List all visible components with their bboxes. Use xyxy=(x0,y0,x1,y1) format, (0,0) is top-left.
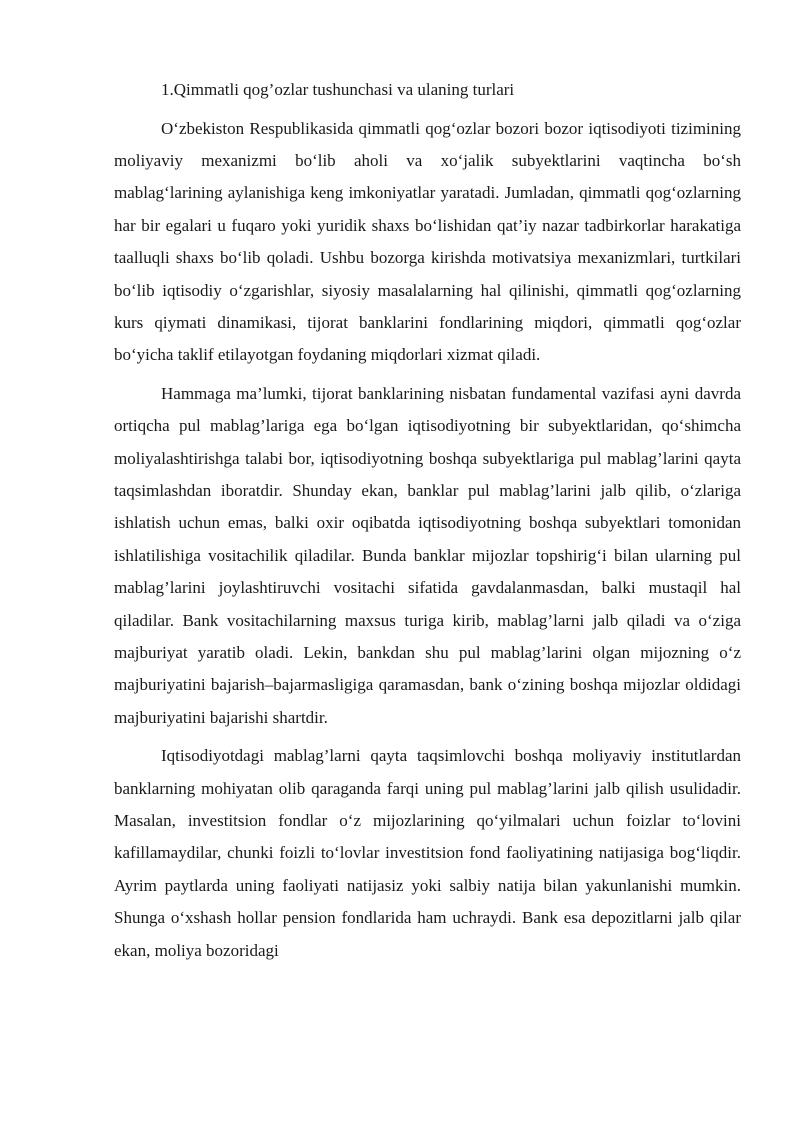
paragraph-3: Iqtisodiyotdagi mablag’larni qayta taqsimlovchi boshqa moliyaviy institutlardan banklarning mohiyatan olib qaraganda farqi uning pul mablag’larini jalb qilish usulidadir. Masalan, investitsion fondlar o‘z mijozlarining qo‘yilmalari uchun foizlar to‘lovini kafillamaydilar, chunki foizli to‘lovlar investitsion fond faoliyatining natijasiga bog‘liqdir. Ayrim paytlarda uning faoliyati natijasiz yoki salbiy natija bilan yakunlanishi mumkin. Shunga o‘xshash hollar pension fondlarida ham uchraydi. Bank esa depozitlarni jalb qilar ekan, moliya bozoridagi xyxy=(114,746,741,960)
paragraph-2: Hammaga ma’lumki, tijorat banklarining nisbatan fundamental vazifasi ayni davrda ortiqcha pul mablag’lariga ega bo‘lgan iqtisodiyotning bir subyektlaridan, qo‘shimcha moliyalashtirishga talabi bor, iqtisodiyotning boshqa subyektlariga pul mablag’larini qayta taqsimlashdan iboratdir. Shunday ekan, banklar pul mablag’larini jalb qilib, o‘zlariga ishlatish uchun emas, balki oxir oqibatda iqtisodiyotning boshqa subyektlari tomonidan ishlatilishiga vositachilik qiladilar. Bunda banklar mijozlar topshirig‘i bilan ularning pul mablag’larini joylashtiruvchi vositachi sifatida gavdalanmasdan, balki mustaqil hal qiladilar. Bank vositachilarning maxsus turiga kirib, mablag’larni jalb qiladi va o‘ziga majburiyat yaratib oladi. Lekin, bankdan shu pul mablag’larini olgan mijozning o‘z majburiyatini bajarish–bajarmasligiga qaramasdan, bank o‘zining boshqa mijozlar oldidagi majburiyatini bajarishi shartdir. xyxy=(114,383,741,727)
document-body xyxy=(114,74,741,973)
section-heading: 1.Qimmatli qog’ozlar tushunchasi va ulaning turlari xyxy=(161,80,515,99)
paragraph-1: O‘zbekiston Respublikasida qimmatli qog‘ozlar bozori bozor iqtisodiyoti tizimining moliyaviy mexanizmi bo‘lib aholi va xo‘jalik subyektlarini vaqtincha bo‘sh mablag‘larining aylanishiga keng imkoniyatlar yaratadi. Jumladan, qimmatli qog‘ozlarning har bir egalari u fuqaro yoki yuridik shaxs bo‘lishidan qat’iy nazar tadbirkorlar harakatiga taalluqli shaxs bo‘lib qoladi. Ushbu bozorga kirishda motivatsiya mexanizmlari, turtkilari bo‘lib iqtisodiy o‘zgarishlar, siyosiy masalalarning hal qilinishi, qimmatli qog‘ozlarning kurs qiymati dinamikasi, tijorat banklarini fondlarining miqdori, qimmatli qog‘ozlar bo‘yicha taklif etilayotgan foydaning miqdorlari xizmat qiladi. xyxy=(114,118,741,365)
